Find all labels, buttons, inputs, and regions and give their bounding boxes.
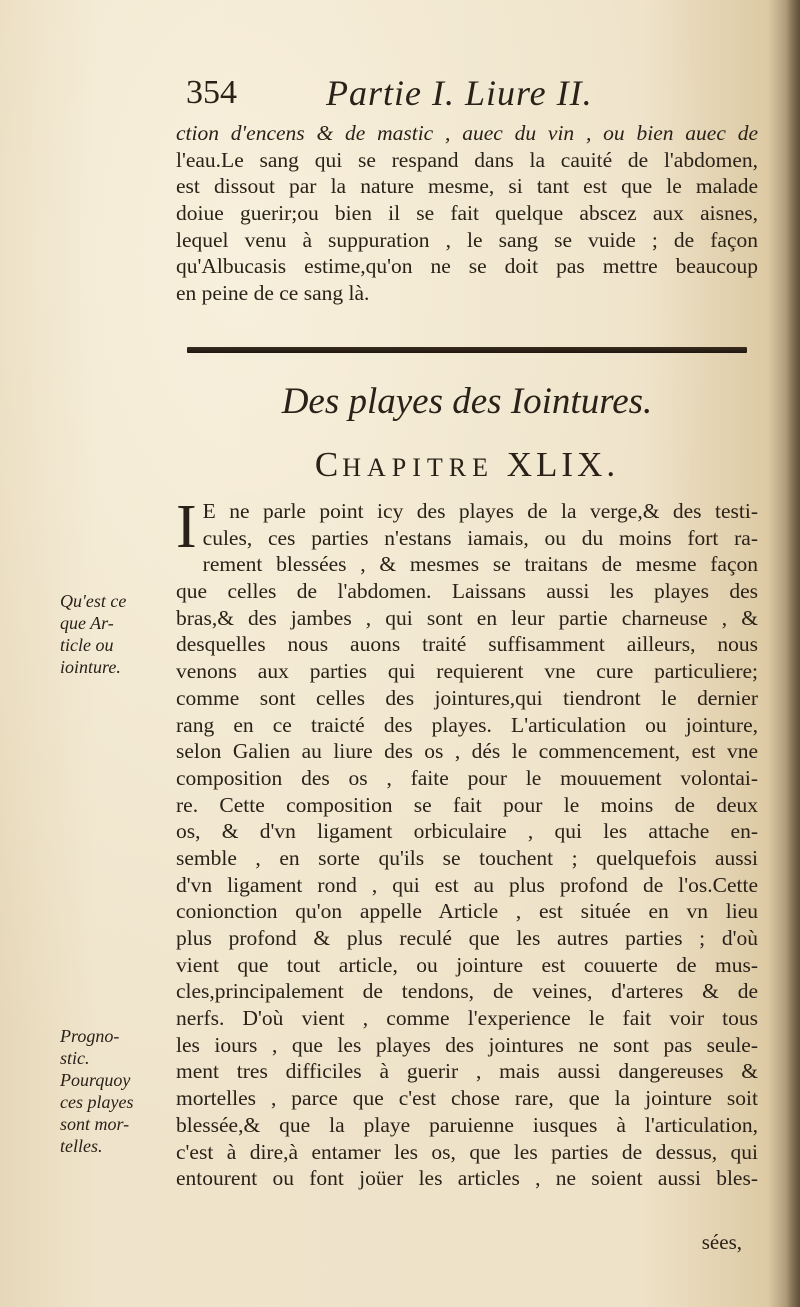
text-line: re. Cette composition se fait pour le moins de deux (176, 792, 758, 817)
text-line: ment tres difficiles à guerir , mais aussi dangereuses & (176, 1059, 758, 1084)
text-line: nerfs. D'où vient , comme l'experience le fait voir tous (176, 1006, 758, 1031)
text-line: blessée,& que la playe paruienne iusques à l'articulation, (176, 1112, 758, 1137)
text-line: composition des os , faite pour le mouuement volontai- (176, 765, 758, 790)
chapter-prefix-rest: HAPITRE (342, 453, 495, 482)
section-divider (187, 347, 747, 353)
margin-note-line: Progno- (60, 1026, 120, 1046)
text-line: bras,& des jambes , qui sont en leur partie charneuse , & (176, 605, 758, 630)
text-line: comme sont celles des jointures,qui tiendront le dernier (176, 685, 758, 710)
text-line: les iours , que les playes des jointures ne sont pas seule- (176, 1032, 758, 1057)
text-line: entourent ou font joüer les articles , ne soient aussi bles- (176, 1166, 758, 1191)
margin-note-line: telles. (60, 1136, 103, 1156)
margin-note-line: stic. (60, 1048, 90, 1068)
margin-note-line: que Ar- (60, 613, 114, 633)
text-line: os, & d'vn ligament orbiculaire , qui les attache en- (176, 819, 758, 844)
text-line: semble , en sorte qu'ils se touchent ; quelquefois aussi (176, 845, 758, 870)
text-line: l'eau.Le sang qui se respand dans la cauité de l'abdomen, (176, 147, 758, 172)
text-line: cules, ces parties n'estans iamais, ou du moins fort ra- (202, 525, 758, 550)
section-title: Des playes des Iointures. (281, 381, 653, 422)
margin-note-line: sont mor- (60, 1114, 130, 1134)
catchword: sées, (701, 1230, 742, 1254)
margin-note-prognostic (60, 1025, 170, 1157)
text-block-top (176, 120, 758, 307)
text-line: mortelles , parce que c'est chose rare, que la jointure soit (176, 1086, 758, 1111)
text-line: cles,principalement de tendons, de veines, d'arteres & de (176, 979, 758, 1004)
text-line: doiue guerir;ou bien il se fait quelque abscez aux aisnes, (176, 201, 758, 226)
text-line: rang en ce traicté des playes. L'articulation ou jointure, (176, 712, 758, 737)
margin-note-line: ticle ou (60, 635, 114, 655)
margin-note-line: Pourquoy (60, 1070, 131, 1090)
margin-note-line: ces playes (60, 1092, 134, 1112)
text-line: c'est à dire,à entamer les os, que les parties de dessus, qui (176, 1139, 758, 1164)
margin-note-article (60, 590, 170, 678)
text-line: qu'Albucasis estime,qu'on ne se doit pas mettre beaucoup (176, 254, 758, 279)
text-line: ction d'encens & de mastic , auec du vin , ou bien auec de (176, 121, 758, 145)
chapter-numeral: XLIX. (506, 445, 620, 484)
text-line: venons aux parties qui requierent vne cure particuliere; (176, 659, 758, 684)
drop-cap: I (176, 493, 197, 561)
margin-note-line: iointure. (60, 657, 121, 677)
page-number: 354 (186, 74, 237, 111)
chapter-title (176, 445, 758, 485)
text-line: est dissout par la nature mesme, si tant est que le malade (176, 174, 758, 199)
text-line: que celles de l'abdomen. Laissans aussi les playes des (176, 579, 758, 604)
text-line: conionction qu'on appelle Article , est située en vn lieu (176, 899, 758, 924)
text-line: rement blessées , & mesmes se traitans de mesme façon (202, 552, 758, 577)
margin-note-line: Qu'est ce (60, 591, 127, 611)
text-line: plus profond & plus reculé que les autres parties ; d'où (176, 926, 758, 950)
text-line: lequel venu à suppuration , le sang se vuide ; de façon (176, 227, 758, 252)
text-block-chapter (176, 493, 758, 1192)
page-header (186, 70, 746, 116)
running-head: Partie I. Liure II. (326, 73, 593, 113)
text-line: E ne parle point icy des playes de la verge,& des testi- (202, 499, 758, 523)
chapter-prefix-initial: C (314, 445, 343, 484)
text-line: en peine de ce sang là. (176, 281, 370, 306)
text-line: desquelles nous auons traité suffisamment ailleurs, nous (176, 632, 758, 657)
text-line: selon Galien au liure des os , dés le commencement, est vne (176, 739, 758, 764)
page-gutter-shadow (786, 0, 800, 1307)
text-line: d'vn ligament rond , qui est au plus profond de l'os.Cette (176, 872, 758, 897)
text-line: vient que tout article, ou jointure est couuerte de mus- (176, 952, 758, 977)
